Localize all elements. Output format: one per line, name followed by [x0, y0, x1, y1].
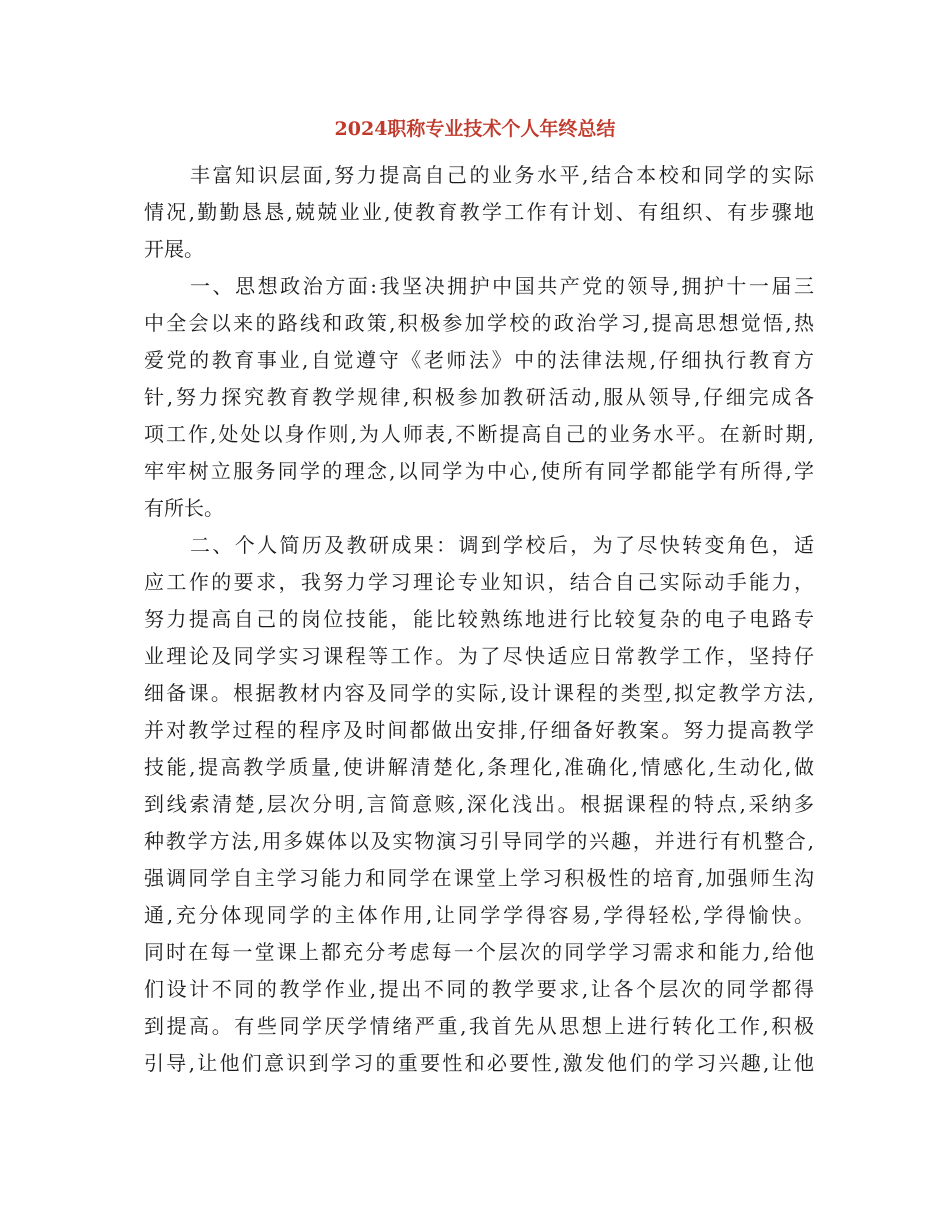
text-line: 同时在每一堂课上都充分考虑每一个层次的同学学习需求和能力,给他 — [144, 940, 814, 964]
text-line: 项工作,处处以身作则,为人师表,不断提高自己的业务水平。在新时期, — [144, 422, 814, 446]
text-line: 丰富知识层面,努力提高自己的业务水平,结合本校和同学的实际 — [190, 163, 814, 187]
text-line: 开展。 — [144, 237, 204, 261]
text-line: 技能,提高教学质量,使讲解清楚化,条理化,准确化,情感化,生动化,做 — [144, 755, 814, 779]
text-line: 到提高。有些同学厌学情绪严重,我首先从思想上进行转化工作,积极 — [144, 1014, 814, 1038]
text-line: 牢牢树立服务同学的理念,以同学为中心,使所有同学都能学有所得,学 — [144, 459, 814, 483]
text-line: 细备课。根据教材内容及同学的实际,设计课程的类型,拟定教学方法, — [144, 681, 814, 705]
text-line: 一、思想政治方面:我坚决拥护中国共产党的领导,拥护十一届三 — [190, 274, 814, 298]
document-title: 2024职称专业技术个人年终总结 — [334, 118, 616, 140]
text-line: 情况,勤勤恳恳,兢兢业业,使教育教学工作有计划、有组织、有步骤地 — [144, 200, 814, 224]
text-line: 有所长。 — [144, 496, 224, 520]
text-line: 们设计不同的教学作业,提出不同的教学要求,让各个层次的同学都得 — [144, 977, 814, 1001]
text-line: 针,努力探究教育教学规律,积极参加教研活动,服从领导,仔细完成各 — [144, 385, 814, 409]
text-line: 爱党的教育事业,自觉遵守《老师法》中的法律法规,仔细执行教育方 — [144, 348, 814, 372]
text-line: 强调同学自主学习能力和同学在课堂上学习积极性的培育,加强师生沟 — [144, 866, 814, 890]
text-line: 到线索清楚,层次分明,言简意赅,深化浅出。根据课程的特点,采纳多 — [144, 792, 814, 816]
text-line: 二、个人简历及教研成果：调到学校后，为了尽快转变角色，适 — [190, 533, 814, 557]
text-line: 种教学方法,用多媒体以及实物演习引导同学的兴趣，并进行有机整合, — [144, 829, 814, 853]
text-line: 业理论及同学实习课程等工作。为了尽快适应日常教学工作，坚持仔 — [144, 644, 814, 668]
text-line: 努力提高自己的岗位技能，能比较熟练地进行比较复杂的电子电路专 — [144, 607, 814, 631]
text-line: 并对教学过程的程序及时间都做出安排,仔细备好教案。努力提高教学 — [144, 718, 814, 742]
text-line: 应工作的要求，我努力学习理论专业知识，结合自己实际动手能力， — [144, 570, 814, 594]
text-line: 通,充分体现同学的主体作用,让同学学得容易,学得轻松,学得愉快。 — [144, 903, 814, 927]
text-line: 中全会以来的路线和政策,积极参加学校的政治学习,提高思想觉悟,热 — [144, 311, 814, 335]
text-line: 引导,让他们意识到学习的重要性和必要性,激发他们的学习兴趣,让他 — [144, 1051, 814, 1075]
